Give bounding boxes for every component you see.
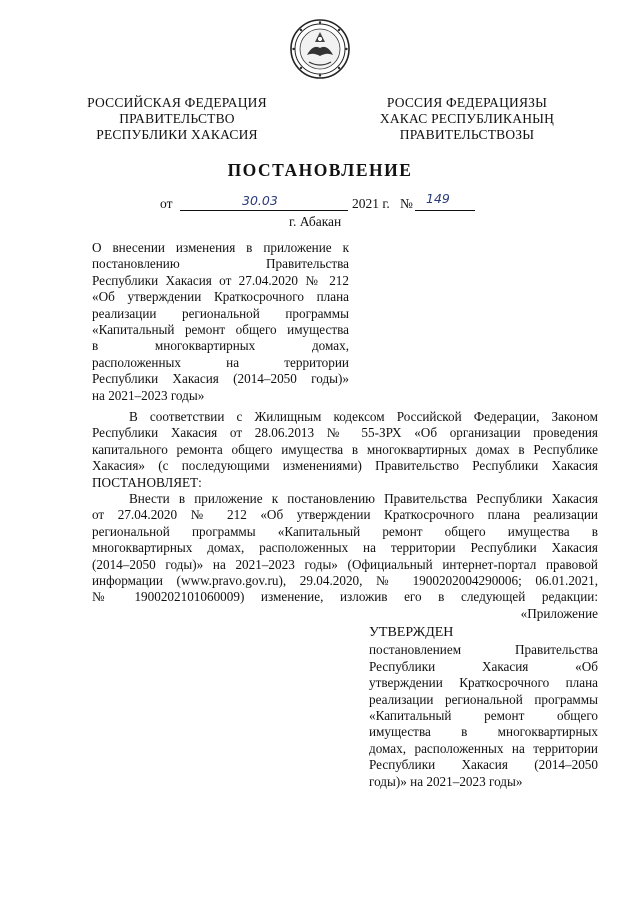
- subject-line: Республики Хакасия (2014–2050 годы)»: [92, 371, 349, 387]
- subject-line: постановлению Правительства: [92, 256, 349, 272]
- header-left-line-3: РЕСПУБЛИКИ ХАКАСИЯ: [96, 127, 258, 142]
- subject-line: расположенных на территории: [92, 354, 349, 370]
- coat-of-arms-emblem: [289, 18, 351, 80]
- paragraph2-line: Внести в приложение к постановлению Правительства Республики Хакасия: [129, 490, 598, 506]
- paragraph1-line: ПОСТАНОВЛЯЕТ:: [92, 474, 202, 490]
- paragraph1-line: В соответствии с Жилищным кодексом Российской Федерации, Законом: [129, 409, 598, 424]
- subject-line: «Капитальный ремонт общего имущества: [92, 321, 349, 337]
- handwritten-number: 149: [426, 191, 450, 206]
- header-right-line-2: ХАКАС РЕСПУБЛИКАНЫҢ: [379, 111, 555, 126]
- header-left-line-2: ПРАВИТЕЛЬСТВО: [119, 111, 235, 126]
- appendix-label: «Приложение: [520, 605, 598, 621]
- paragraph2-line: (2014–2050 годы)» на 2021–2023 годы» (Официальный интернет-портал правовой: [92, 556, 598, 572]
- subject-line: Республики Хакасия от 27.04.2020 № 212: [92, 272, 349, 288]
- approval-line: домах, расположенных на территории: [369, 740, 598, 756]
- paragraph2-line: информации (www.pravo.gov.ru), 29.04.2020, № 1900202004290006; 06.01.2021,: [92, 572, 598, 588]
- paragraph2-line: от 27.04.2020 № 212 «Об утверждении Краткосрочного плана реализации: [92, 507, 598, 523]
- paragraph1-line: Хакасия» (с последующими изменениями) Правительство Республики Хакасия: [92, 458, 598, 474]
- approval-line: Республики Хакасия (2014–2050: [369, 757, 598, 773]
- approval-line: годы)» на 2021–2023 годы»: [369, 773, 523, 789]
- city-label: г. Абакан: [289, 214, 342, 229]
- header-right-block: [372, 95, 562, 143]
- paragraph1-line: капитального ремонта общего имущества в многоквартирных домах в Республике: [92, 441, 598, 457]
- header-left-block: [82, 95, 272, 143]
- header-right-line-3: ПРАВИТЕЛЬСТВОЗЫ: [399, 127, 535, 142]
- approval-line: Республики Хакасия «Об: [369, 658, 598, 674]
- number-underline: [415, 210, 475, 211]
- header-right-line-1: РОССИЯ ФЕДЕРАЦИЯЗЫ: [386, 95, 548, 110]
- handwritten-date: 30.03: [242, 193, 278, 208]
- approval-line: постановлением Правительства: [369, 642, 598, 658]
- paragraph2-line: многоквартирных домах, расположенных на территории Республики Хакасия: [92, 540, 598, 556]
- subject-line: «Об утверждении Краткосрочного плана: [92, 289, 349, 305]
- document-title: ПОСТАНОВЛЕНИЕ: [227, 160, 413, 180]
- paragraph2-line: № 1900202101060009) изменение, изложив его в следующей редакции:: [92, 589, 598, 605]
- subject-line: О внесении изменения в приложение к: [92, 240, 349, 255]
- paragraph1-line: Республики Хакасия от 28.06.2013 № 55-ЗРХ «Об организации проведения: [92, 425, 598, 441]
- approval-line: реализации региональной программы: [369, 691, 598, 707]
- approval-line: «Капитальный ремонт общего: [369, 707, 598, 723]
- subject-line: реализации региональной программы: [92, 305, 349, 321]
- subject-line: на 2021–2023 годы»: [92, 387, 205, 403]
- number-label: №: [400, 196, 413, 211]
- approval-line: имущества в многоквартирных: [369, 724, 598, 740]
- subject-block: [92, 240, 349, 404]
- year-label: 2021 г.: [352, 196, 390, 211]
- header-left-line-1: РОССИЙСКАЯ ФЕДЕРАЦИЯ: [87, 95, 267, 110]
- approval-block: [369, 625, 598, 790]
- paragraph2-line: региональной программы «Капитальный ремонт общего имущества в: [92, 523, 598, 539]
- from-label: от: [160, 196, 173, 211]
- approval-heading: УТВЕРЖДЕН: [369, 625, 454, 640]
- approval-line: утверждении Краткосрочного плана: [369, 675, 598, 691]
- date-underline: [180, 210, 348, 211]
- body-text: [92, 409, 598, 622]
- subject-line: в многоквартирных домах,: [92, 338, 349, 354]
